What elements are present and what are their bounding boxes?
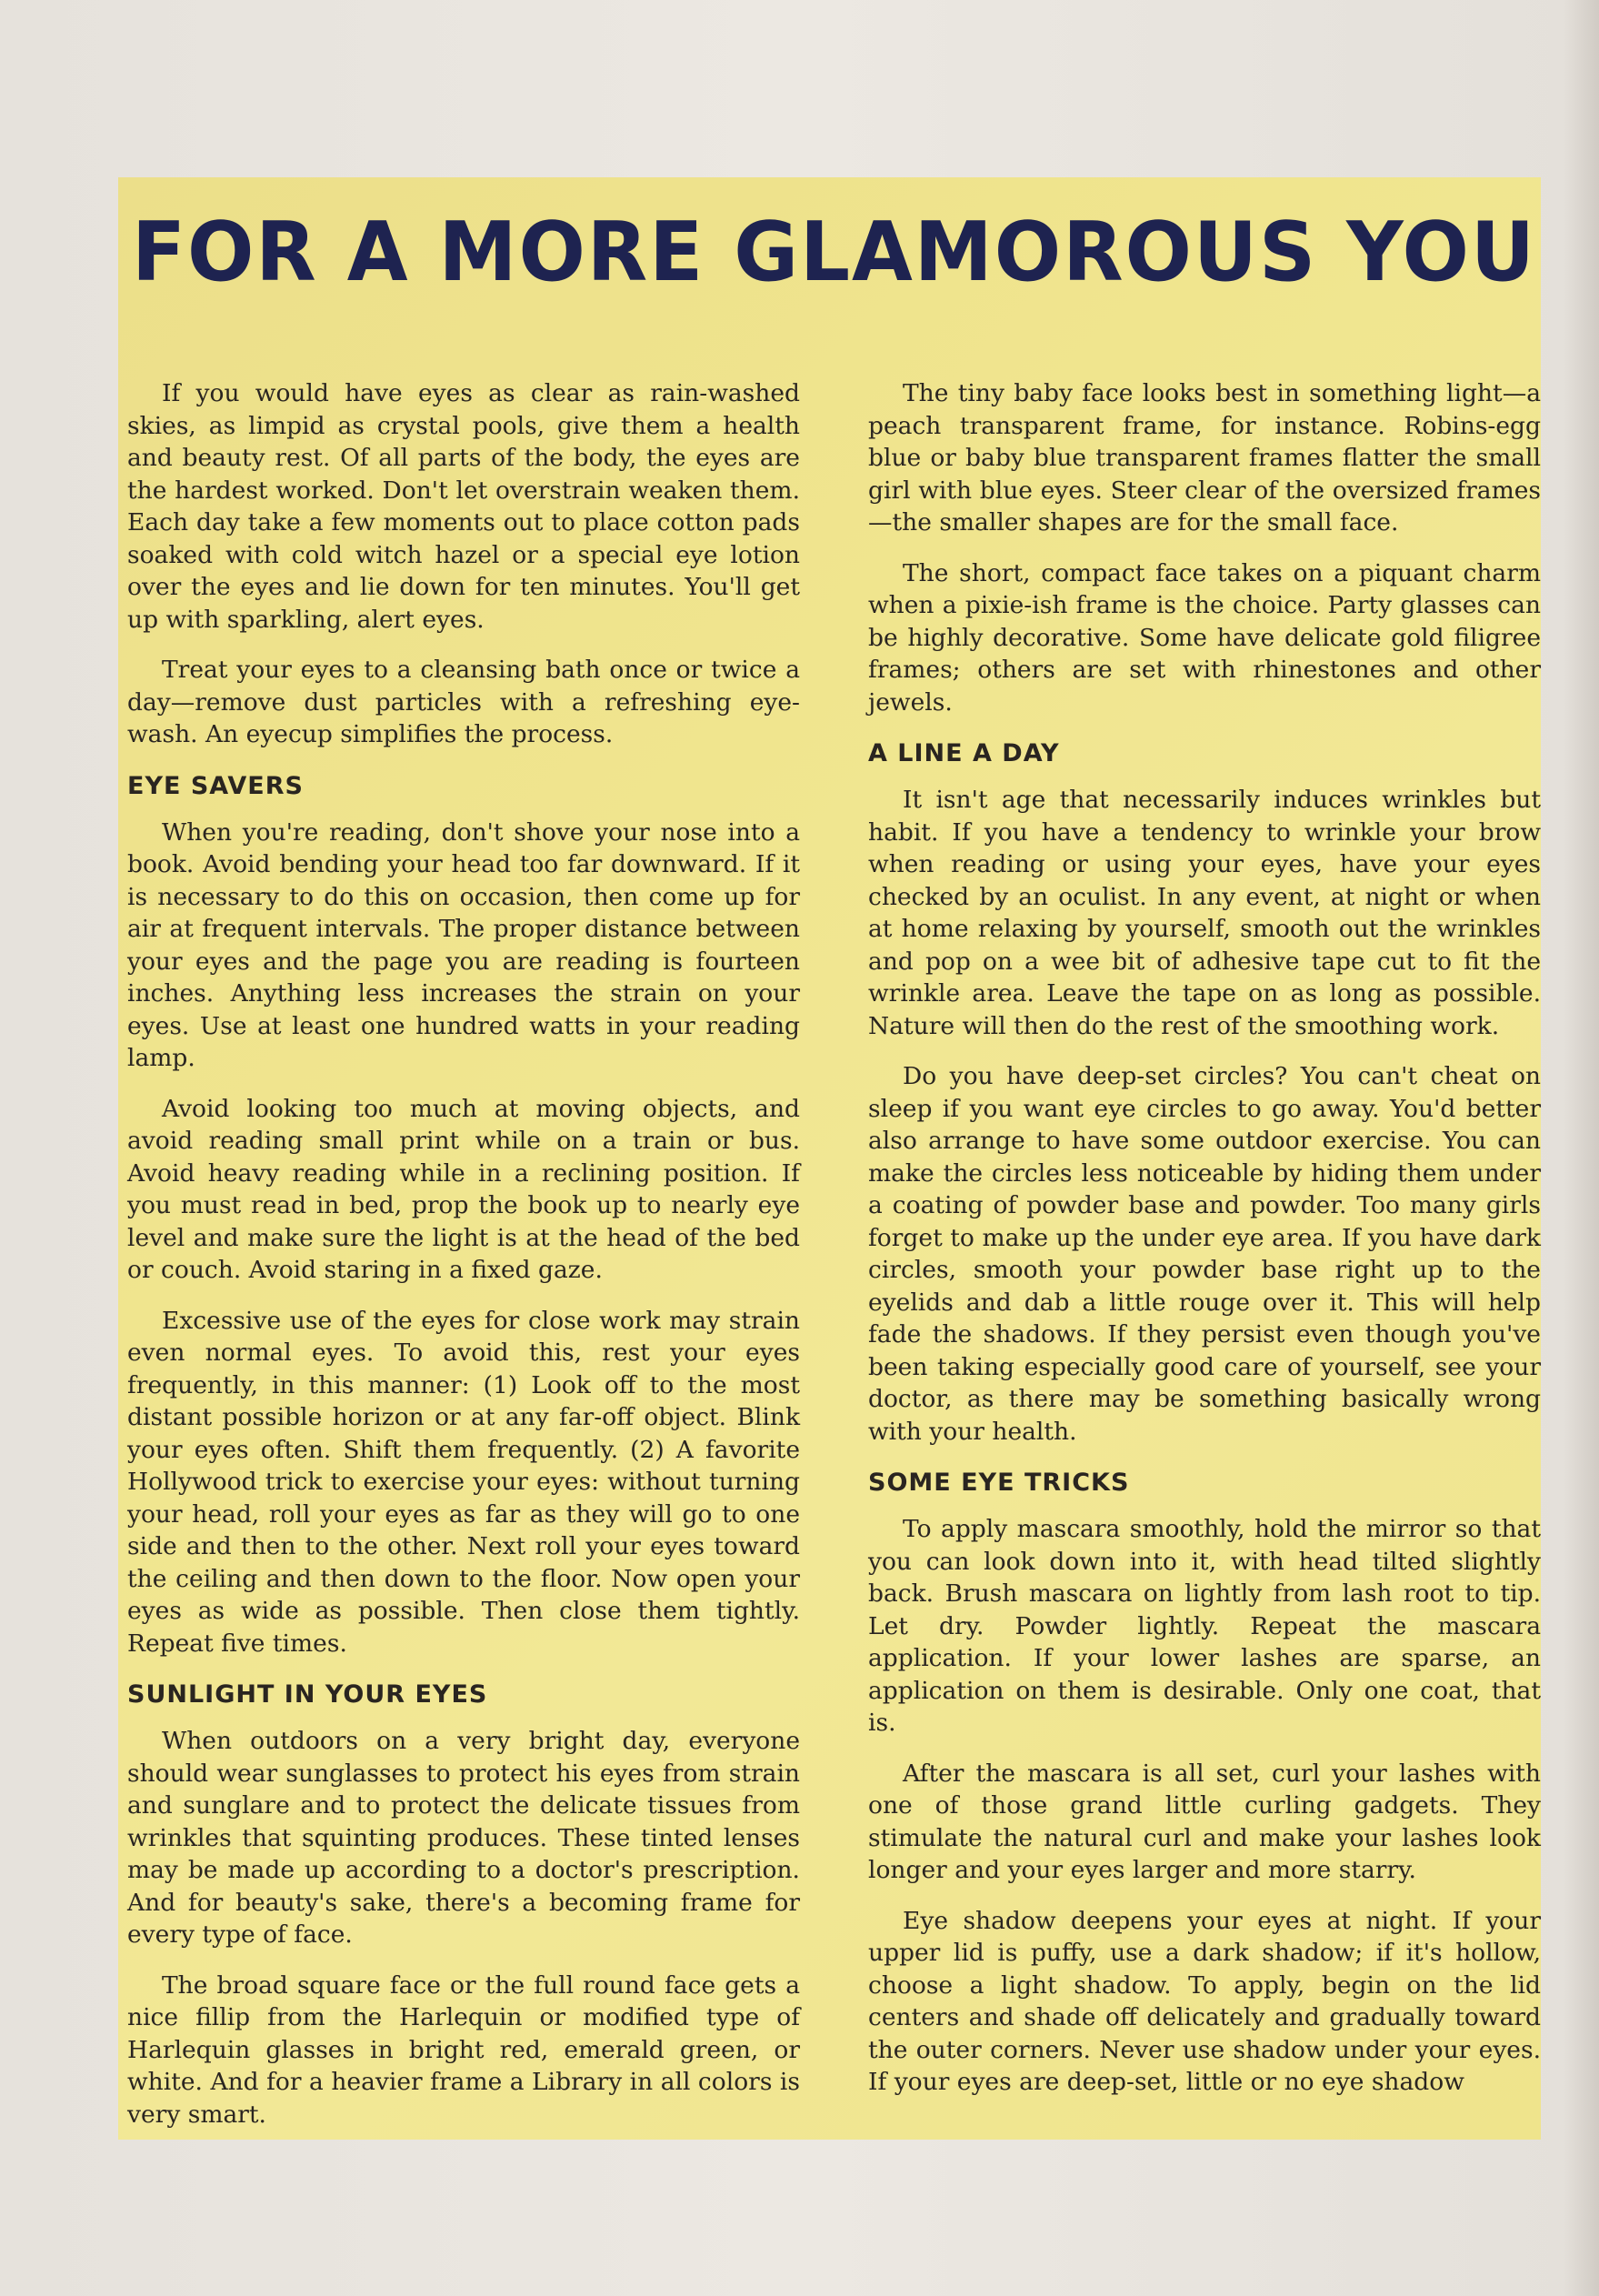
paragraph: It isn't age that necessarily induces wrinkles but habit. If you have a tendency to wrinkle your brow when reading or using your eyes, have your eyes checked by an oculist. In any event, at night or when at home relaxing by yourself, smooth out the wrinkles and pop on a wee bit of adhesive tape cut to fit the wrinkle area. Leave the tape on as long as possible. Nature will then do the rest of the smoothing work. xyxy=(868,786,1541,1040)
paragraph: Excessive use of the eyes for close work may strain even normal eyes. To avoid this, rest your eyes frequently, in this manner: (1) Look off to the most distant possible horizon or at any far-off object. Blink your eyes often. Shift them frequently. (2) A favorite Hollywood trick to exercise your eyes: without turning your head, roll your eyes as far as they will go to one side and then to the other. Next roll your eyes toward the ceiling and then down to the floor. Now open your eyes as wide as possible. Then close them tightly. Repeat five times. xyxy=(127,1306,800,1658)
paragraph: The short, compact face takes on a piquant charm when a pixie-ish frame is the choice. Party glasses can be highly decorative. Some have delicate gold filigree frames; others are set with rhinestones and other jewels. xyxy=(868,558,1541,717)
page-spine-shadow xyxy=(1563,0,1599,2296)
section-heading-a-line-a-day: A LINE A DAY xyxy=(868,739,1060,767)
paragraph: When you're reading, don't shove your nose into a book. Avoid bending your head too far downward. If it is necessary to do this on occasion, then come up for air at frequent intervals. The proper distance between your eyes and the page you are reading is fourteen inches. Anything less increases the strain on your eyes. Use at least one hundred watts in your reading lamp. xyxy=(127,817,800,1072)
paragraph: After the mascara is all set, curl your lashes with one of those grand little curling gadgets. They stimulate the natural curl and make your lashes look longer and your eyes larger and more starry. xyxy=(868,1759,1541,1884)
section-heading-eye-tricks: SOME EYE TRICKS xyxy=(868,1469,1130,1497)
article-title: FOR A MORE GLAMOROUS YOU xyxy=(132,205,1536,300)
paragraph: Do you have deep-set circles? You can't cheat on sleep if you want eye circles to go away. You'd better also arrange to have some outdoor exercise. You can make the circles less noticeable by hiding them under a coating of powder base and powder. Too many girls forget to make up the under eye area. If you have dark circles, smooth your powder base right up to the eyelids and dab a little rouge over it. This will help fade the shadows. If they persist even though you've been taking especially good care of yourself, see your doctor, as there may be something basically wrong with your health. xyxy=(868,1062,1541,1446)
article-panel xyxy=(118,177,1541,2140)
paragraph: Avoid looking too much at moving objects, and avoid reading small print while on a train or bus. Avoid heavy reading while in a reclining position. If you must read in bed, prop the book up to nearly eye level and make sure the light is at the head of the bed or couch. Avoid staring in a fixed gaze. xyxy=(127,1094,800,1284)
section-heading-sunlight: SUNLIGHT IN YOUR EYES xyxy=(127,1680,488,1709)
paragraph: The broad square face or the full round face gets a nice fillip from the Harlequin or modified type of Harlequin glasses in bright red, emerald green, or white. And for a heavier frame a Library in all colors is very smart. xyxy=(127,1970,800,2129)
right-column xyxy=(868,377,1541,2117)
paragraph: The tiny baby face looks best in something light—a peach transparent frame, for instance. Robins-egg blue or baby blue transparent frames flatter the small girl with blue eyes. Steer clear of the oversized frames—the smaller shapes are for the small face. xyxy=(868,379,1541,536)
left-column xyxy=(127,377,800,2149)
paragraph: To apply mascara smoothly, hold the mirror so that you can look down into it, with head tilted slightly back. Brush mascara on lightly from lash root to tip. Let dry. Powder lightly. Repeat the mascara application. If your lower lashes are sparse, an application on them is desirable. Only one coat, that is. xyxy=(868,1515,1541,1737)
paragraph: When outdoors on a very bright day, everyone should wear sunglasses to protect his eyes from strain and sunglare and to protect the delicate tissues from wrinkles that squinting produces. These tinted lenses may be made up according to a doctor's prescription. And for beauty's sake, there's a becoming frame for every type of face. xyxy=(127,1727,800,1949)
paragraph: Treat your eyes to a cleansing bath once or twice a day—remove dust particles with a refreshing eye-wash. An eyecup simplifies the process. xyxy=(127,656,800,748)
section-heading-eye-savers: EYE SAVERS xyxy=(127,771,304,800)
paragraph: Eye shadow deepens your eyes at night. If your upper lid is puffy, use a dark shadow; if it's hollow, choose a light shadow. To apply, begin on the lid centers and shade off delicately and gradually toward the outer corners. Never use shadow under your eyes. If your eyes are deep-set, little or no eye shadow xyxy=(868,1906,1541,2096)
paragraph: If you would have eyes as clear as rain-washed skies, as limpid as crystal pools, give them a health and beauty rest. Of all parts of the body, the eyes are the hardest worked. Don't let overstrain weaken them. Each day take a few moments out to place cotton pads soaked with cold witch hazel or a special eye lotion over the eyes and lie down for ten minutes. You'll get up with sparkling, alert eyes. xyxy=(127,379,800,634)
